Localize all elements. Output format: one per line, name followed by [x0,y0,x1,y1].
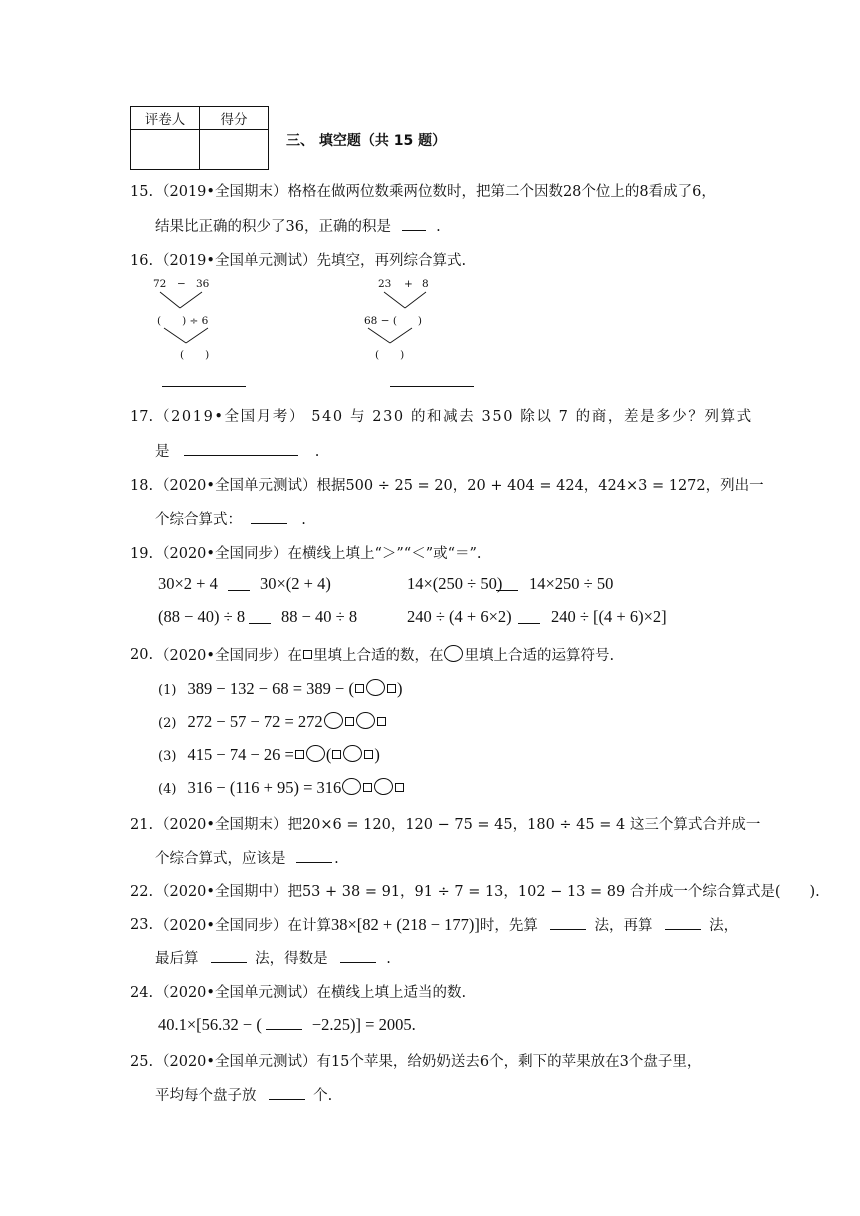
q16-d1-bot[interactable]: ( ) [180,349,210,361]
q23-blank-4[interactable] [340,948,376,963]
q15-number: 15. [130,184,154,200]
q23-line2 [155,948,391,969]
answer-square[interactable] [355,684,364,693]
circle-icon [444,645,463,662]
q21-line1: （2020•全国期末）把20×6 = 120，120 − 75 = 45，180 ÷ 45 = 4 这三个算式合并成一 [155,817,761,833]
q16-d2-a: 23 [378,278,392,290]
q16-d1-answer-line[interactable] [162,386,246,387]
answer-square[interactable] [363,783,372,792]
q16-d1-a: 72 [153,278,167,290]
q23-expr: 38×[82 + (218 − 177)] [330,915,480,934]
q20-text-b: 里填上合适的数，在 [312,648,444,664]
q23-line1 [155,915,738,936]
q20-item-label: (4) [158,782,177,797]
q24-end: . [411,1015,416,1034]
score-table-grader-header: 评卷人 [131,107,200,130]
q18-line2 [155,509,306,530]
q16-d2-b: 8 [422,278,429,290]
q20-item-expr: 316 − (116 + 95) = 316 [187,778,342,797]
q15-line2-text: 结果比正确的积少了36，正确的积是 [155,219,391,235]
q23-blank-3[interactable] [211,948,247,963]
q23-line2b: 法，得数是 [255,951,328,967]
q16-d2-mid[interactable]: 68 − ( ) [364,315,423,327]
q17-number: 17. [130,409,154,425]
answer-square[interactable] [332,750,341,759]
q25-answer-blank[interactable] [269,1085,305,1100]
q23-blank-1[interactable] [550,915,586,930]
answer-square[interactable] [377,717,386,726]
q19-r2-blank1[interactable] [249,609,271,624]
q17-line2-text: 是 [155,444,170,460]
q15-end: . [436,219,441,235]
q24-expr-b: −2.25)] = 2005 [311,1015,412,1034]
q25-number: 25. [130,1054,154,1070]
q19-r2c: 240 ÷ (4 + 6×2) [407,607,512,626]
q19-number: 19. [130,546,154,562]
answer-square[interactable] [395,783,404,792]
q19-r1d: 14×250 ÷ 50 [529,574,614,593]
answer-square[interactable] [364,750,373,759]
q21-end: . [334,851,339,867]
q23-line1a: （2020•全国同步）在计算 [155,918,331,934]
q19-r1-blank2[interactable] [496,576,518,591]
q23-line1d: 法， [709,918,739,934]
q16-text: （2019•全国单元测试）先填空，再列综合算式. [155,253,467,269]
score-cell[interactable] [200,130,269,170]
answer-circle[interactable] [356,712,375,729]
q20-number: 20. [130,647,154,663]
answer-circle[interactable] [306,745,325,762]
q21-line2 [155,848,339,869]
q21-answer-blank[interactable] [296,848,332,863]
q18-number: 18. [130,478,154,494]
answer-square[interactable] [295,750,304,759]
q18-line2-text: 个综合算式： [155,512,242,528]
q20-item-expr: 389 − 132 − 68 = 389 − ( [187,679,354,698]
q16-number: 16. [130,253,154,269]
q20-item-expr: 272 − 57 − 72 = 272 [187,712,323,731]
q23-number: 23. [130,917,154,933]
answer-circle[interactable] [374,778,393,795]
q20-item-label: (1) [158,683,177,698]
q20-item-4 [158,778,405,800]
q20-item-2 [158,712,387,734]
q20-item-3: (3) 415 − 74 − 26 = ( ) [158,745,380,764]
q19-r2b: 88 − 40 ÷ 8 [281,607,358,626]
q17-end: . [314,444,320,460]
q20-item-1: (1) 389 − 132 − 68 = 389 − ( ) [158,679,403,698]
q23-blank-2[interactable] [665,915,701,930]
q20-text-c: 里填上合适的运算符号. [464,648,615,664]
q19-r1a: 30×2 + 4 [158,574,218,593]
q17-line2 [155,441,319,462]
q19-r2d: 240 ÷ [(4 + 6)×2] [551,607,667,626]
q23-line1c: 法，再算 [594,918,653,934]
q18-end: . [301,512,306,528]
q19-r2a: (88 − 40) ÷ 8 [158,607,246,626]
q22-text[interactable]: （2020•全国期中）把53 + 38 = 91，91 ÷ 7 = 13，102 − 13 = 89 合并成一个综合算式是( ). [155,884,820,900]
section-title: 三、 填空题（共 15 题） [286,133,447,149]
answer-square[interactable] [345,717,354,726]
q20-text-a: （2020•全国同步）在 [155,648,302,664]
q19-text: （2020•全国同步）在横线上填上“＞”“＜”或“＝”. [155,546,482,562]
q15-answer-blank[interactable] [402,216,426,231]
q16-d2-answer-line[interactable] [390,386,474,387]
q21-number: 21. [130,817,154,833]
q15-line1: （2019•全国期末）格格在做两位数乘两位数时，把第二个因数28个位上的8看成了6， [155,184,716,200]
q16-d2-bot[interactable]: ( ) [375,349,405,361]
q18-line1: （2020•全国单元测试）根据500 ÷ 25 = 20，20 + 404 = 424，424×3 = 1272，列出一 [155,478,764,494]
q16-d1-mid[interactable]: ( ) ÷ 6 [157,315,209,327]
answer-circle[interactable] [324,712,343,729]
q17-answer-blank[interactable] [184,441,298,456]
score-table [130,106,269,170]
q24-number: 24. [130,985,154,1001]
grader-cell[interactable] [131,130,200,170]
q23-line1b: 时，先算 [479,918,538,934]
answer-circle[interactable] [343,745,362,762]
score-table-score-header: 得分 [200,107,269,130]
q23-line2a: 最后算 [155,951,199,967]
q25-line2 [155,1085,332,1106]
q24-expr-a: 40.1×[56.32 − ( [158,1015,262,1034]
answer-circle[interactable] [366,679,385,696]
q17-line1: （2019•全国月考） 540 与 230 的和减去 350 除以 7 的商，差是多少？列算式 [155,409,753,425]
answer-circle[interactable] [342,778,361,795]
q25-end: 个. [313,1088,333,1104]
answer-square[interactable] [387,684,396,693]
q19-r1-blank1[interactable] [228,576,250,591]
q25-line2-text: 平均每个盘子放 [155,1088,257,1104]
square-icon [303,650,312,659]
q23-end: . [386,951,391,967]
q20-item-label: (2) [158,716,177,731]
q20-text [155,645,614,666]
q24-answer-blank[interactable] [266,1015,302,1030]
q19-r1b: 30×(2 + 4) [260,574,331,593]
q19-r2-blank2[interactable] [518,609,540,624]
q22-number: 22. [130,884,154,900]
q16-d1-b: 36 [196,278,210,290]
q20-item-expr: 415 − 74 − 26 = [187,745,294,764]
q19-r1c: 14×(250 ÷ 50) [407,574,503,593]
q24-expression [158,1015,416,1035]
q18-answer-blank[interactable] [251,509,287,524]
q21-line2-text: 个综合算式，应该是 [155,851,286,867]
q16-d1-op: − [177,278,186,290]
q15-line2 [155,216,441,237]
q20-item-label: (3) [158,749,177,764]
q16-d2-op: + [404,278,413,290]
q25-line1: （2020•全国单元测试）有15个苹果，给奶奶送去6个，剩下的苹果放在3个盘子里， [155,1054,702,1070]
q24-text: （2020•全国单元测试）在横线上填上适当的数. [155,985,467,1001]
